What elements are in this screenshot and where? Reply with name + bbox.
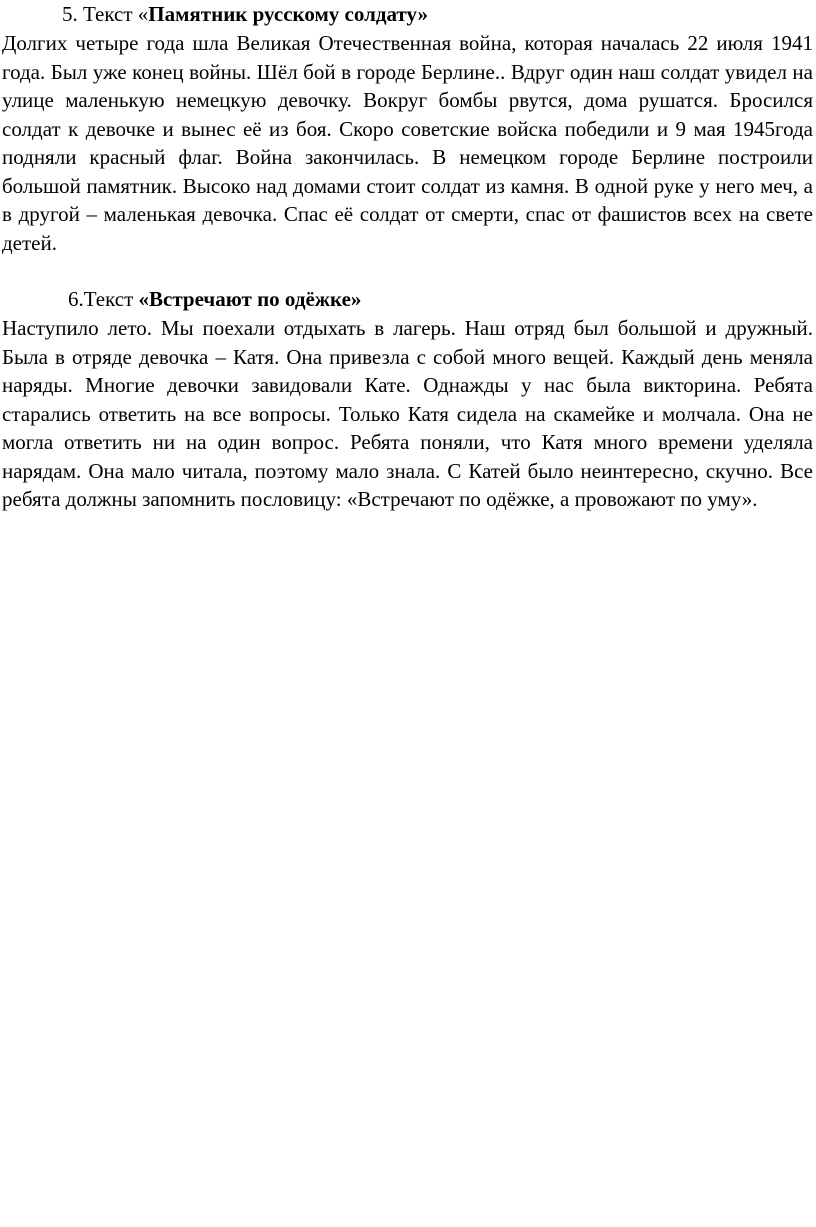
heading-title: Памятник русскому солдату» [148,2,428,26]
heading-title: «Встречают по одёжке» [138,287,362,311]
section-paragraph: Наступило лето. Мы поехали отдыхать в лагерь. Наш отряд был большой и дружный. Была в отряде девочка – Катя. Она привезла с собой много вещей. Каждый день меняла наряды. Многие девочки завидовали Кате. Однажды у нас была викторина. Ребята старались ответить на все вопросы. Только Катя сидела на скамейке и молчала. Она не могла ответить ни на один вопрос. Ребята поняли, что Катя много времени уделяла нарядам. Она мало читала, поэтому мало знала. С Катей было неинтересно, скучно. Все ребята должны запомнить пословицу: «Встречают по одёжке, а провожают по уму». [2,316,813,511]
section-heading [2,285,813,314]
section-heading [2,0,813,29]
section-paragraph: Долгих четыре года шла Великая Отечественная война, которая началась 22 июля 1941 года. Был уже конец войны. Шёл бой в городе Берлине.. Вдруг один наш солдат увидел на улице маленькую немецкую девочку. Вокруг бомбы рвутся, дома рушатся. Бросился солдат к девочке и вынес её из боя. Скоро советские войска победили и 9 мая 1945года подняли красный флаг. Война закончилась. В немецком городе Берлине построили большой памятник. Высоко над домами стоит солдат из камня. В одной руке у него меч, а в другой – маленькая девочка. Спас её солдат от смерти, спас от фашистов всех на свете детей. [2,31,813,255]
heading-prefix: 5. Текст « [62,2,149,26]
heading-prefix: 6.Текст [68,287,139,311]
